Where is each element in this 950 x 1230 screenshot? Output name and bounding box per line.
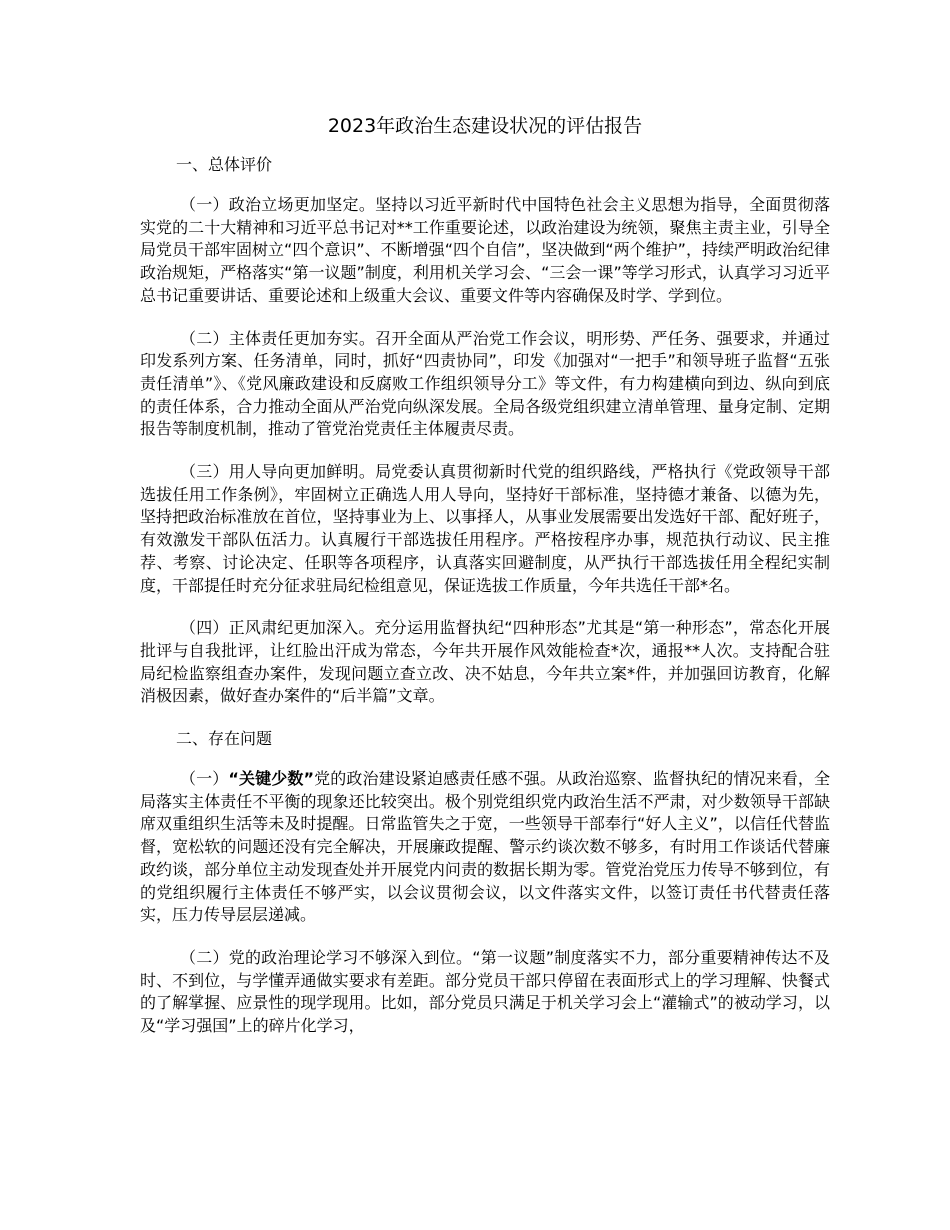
bold-lead-phrase: “关键少数” (228, 769, 315, 789)
paragraph-discipline: （四）正风肃纪更加深入。充分运用监督执纪“四种形态”尤其是“第一种形态”，常态化开展批评与自我批评，让红脸出汗成为常态，今年共开展作风效能检查*次，通报**人次。支持配合驻局纪检监察组查办案件，发现问题立查立改、决不姑息，今年共立案*件，并加强回访教育，化解消极因素，做好查办案件的“后半篇”文章。 (140, 618, 830, 706)
paragraph-body: 党的政治建设紧迫感责任感不强。从政治巡察、监督执纪的情况来看，全局落实主体责任不平衡的现象还比较突出。极个别党组织党内政治生活不严肃，对少数领导干部缺席双重组织生活等未及时提醒。日常监管失之于宽，一些领导干部奉行“好人主义”，以信任代替监督，宽松软的问题还没有完全解决，开展廉政提醒、警示约谈次数不够多，有时用工作谈话代替廉政约谈，部分单位主动发现查处并开展党内问责的数据长期为零。管党治党压力传导不够到位，有的党组织履行主体责任不够严实，以会议贯彻会议，以文件落实文件，以签订责任书代替责任落实，压力传导层层递减。 (140, 769, 830, 925)
paragraph-prefix: （一） (180, 769, 229, 789)
paragraph-political-stance: （一）政治立场更加坚定。坚持以习近平新时代中国特色社会主义思想为指导，全面贯彻落实党的二十大精神和习近平总书记对**工作重要论述，以政治建设为统领，聚焦主责主业，引导全局党员干部牢固树立“四个意识”、不断增强“四个自信”，坚决做到“两个维护”，持续严明政治纪律政治规矩，严格落实“第一议题”制度，利用机关学习会、“三会一课”等学习形式，认真学习习近平总书记重要讲话、重要论述和上级重大会议、重要文件等内容确保及时学、学到位。 (140, 195, 830, 305)
document-title: 2023年政治生态建设状况的评估报告 (327, 115, 643, 137)
section-heading-overall-evaluation: 一、总体评价 (176, 155, 273, 174)
paragraph-key-minority (140, 768, 830, 927)
section-heading-existing-problems: 二、存在问题 (176, 729, 273, 749)
paragraph-theory-study: （二）党的政治理论学习不够深入到位。“第一议题”制度落实不力，部分重要精神传达不及时、不到位，与学懂弄通做实要求有差距。部分党员干部只停留在表面形式上的学习理解、快餐式的了解掌握、应景性的现学现用。比如，部分党员只满足于机关学习会上“灌输式”的被动学习，以及“学习强国”上的碎片化学习， (140, 947, 830, 1036)
paragraph-personnel-orientation: （三）用人导向更加鲜明。局党委认真贯彻新时代党的组织路线，严格执行《党政领导干部选拔任用工作条例》，牢固树立正确选人用人导向，坚持好干部标准，坚持德才兼备、以德为先，坚持把政治标准放在首位，坚持事业为上、以事择人，从事业发展需要出发选好干部、配好班子，有效激发干部队伍活力。认真履行干部选拔任用程序。严格按程序办事，规范执行动议、民主推荐、考察、讨论决定、任职等各项程序，认真落实回避制度，从严执行干部选拔任用全程纪实制度，干部提任时充分征求驻局纪检组意见，保证选拔工作质量，今年共选任干部*名。 (140, 462, 830, 595)
paragraph-main-responsibility: （二）主体责任更加夯实。召开全面从严治党工作会议，明形势、严任务、强要求，并通过印发系列方案、任务清单，同时，抓好“四责协同”，印发《加强对“一把手”和领导班子监督“五张责任清单”》、《党风廉政建设和反腐败工作组织领导分工》等文件，有力构建横向到边、纵向到底的责任体系，合力推动全面从严治党向纵深发展。全局各级党组织建立清单管理、量身定制、定期报告等制度机制，推动了管党治党责任主体履责尽责。 (140, 328, 830, 439)
